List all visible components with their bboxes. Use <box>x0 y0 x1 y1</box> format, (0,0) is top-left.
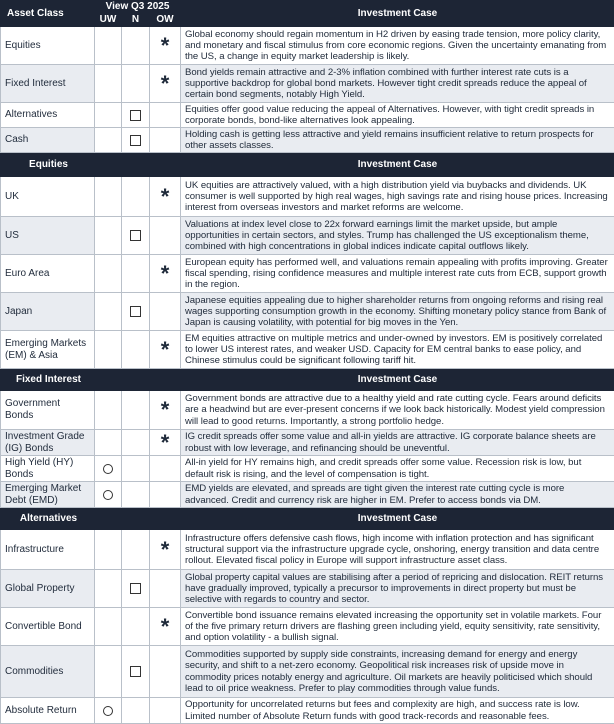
section-title: Equities <box>1 153 95 177</box>
n-cell <box>122 430 150 456</box>
n-cell <box>122 255 150 293</box>
uw-cell <box>95 217 122 255</box>
uw-cell <box>95 530 122 570</box>
uw-cell <box>95 128 122 153</box>
n-cell <box>122 482 150 508</box>
section-title: Alternatives <box>1 508 95 530</box>
table-row <box>1 293 614 331</box>
asset-name: Equities <box>1 27 95 65</box>
ow-cell <box>150 103 181 128</box>
overweight-star-icon: * <box>150 177 181 217</box>
ow-cell <box>150 698 181 724</box>
table-row <box>1 217 614 255</box>
asset-name: Commodities <box>1 646 95 698</box>
investment-case-text: EMD yields are elevated, and spreads are tight given the interest rate cutting cycle is more advanced. Credit and currency risk are higher in EM. Prefer to access bonds via DM. <box>181 482 614 508</box>
investment-case-text: Japanese equities appealing due to higher shareholder returns from ongoing reforms and rising real wages supporting consumption growth in the economy. Shifting monetary policy stance from Bank of Japan is causing volatility, with potential for big moves in the Yen. <box>181 293 614 331</box>
ow-cell <box>150 456 181 482</box>
overweight-star-icon: * <box>150 255 181 293</box>
asset-name: High Yield (HY) Bonds <box>1 456 95 482</box>
section-header-alternatives <box>1 508 614 530</box>
investment-case-text: European equity has performed well, and valuations remain appealing with profits improving. Greater fiscal spending, rising confidence measures and multiple interest rate cuts from ECB, support growth in the region. <box>181 255 614 293</box>
investment-case-text: UK equities are attractively valued, with a high distribution yield via buybacks and dividends. UK consumer is well supported by high real wages, high savings rate and rising house prices. Increasing interest from overseas investors and market reforms are welcome. <box>181 177 614 217</box>
investment-case-text: Global economy should regain momentum in H2 driven by easing trade tension, more policy clarity, and monetary and fiscal stimulus from core economic regions. Given the uncertainty emanating from the US, a change in equity market leadership is likely. <box>181 27 614 65</box>
underweight-circle-icon <box>95 698 122 724</box>
investment-case-text: Bond yields remain attractive and 2-3% inflation combined with further interest rate cuts is a supportive backdrop for global bond markets. However tight credit spreads reduce the appeal of certain bond segments, notably High Yield. <box>181 65 614 103</box>
asset-name: Alternatives <box>1 103 95 128</box>
overweight-star-icon: * <box>150 430 181 456</box>
table-row <box>1 646 614 698</box>
view-q3-2025-header: View Q3 2025 <box>95 1 181 14</box>
uw-cell <box>95 570 122 608</box>
table-row <box>1 103 614 128</box>
table-row <box>1 482 614 508</box>
neutral-square-icon <box>122 103 150 128</box>
investment-case-header: Investment Case <box>181 1 614 27</box>
uw-cell <box>95 391 122 430</box>
investment-case-header: Investment Case <box>181 369 614 391</box>
investment-case-text: IG credit spreads offer some value and all-in yields are attractive. IG corporate balance sheets are robust with low leverage, and refinancing should be uneventful. <box>181 430 614 456</box>
uw-cell <box>95 65 122 103</box>
table-row <box>1 530 614 570</box>
neutral-square-icon <box>122 646 150 698</box>
asset-name: Absolute Return <box>1 698 95 724</box>
neutral-square-icon <box>122 293 150 331</box>
asset-name: Convertible Bond <box>1 608 95 646</box>
uw-cell <box>95 177 122 217</box>
ow-cell <box>150 570 181 608</box>
investment-case-header: Investment Case <box>181 153 614 177</box>
n-cell <box>122 331 150 369</box>
investment-case-text: Convertible bond issuance remains elevated increasing the opportunity set in volatile markets. Four of the five primary return drivers are flashing green including yield, equity sensitivity, rate sensitivity, and option volatility - a bullish signal. <box>181 608 614 646</box>
n-cell <box>122 65 150 103</box>
neutral-square-icon <box>122 217 150 255</box>
n-cell <box>122 391 150 430</box>
uw-header: UW <box>95 14 122 27</box>
asset-name: Emerging Markets (EM) & Asia <box>1 331 95 369</box>
overweight-star-icon: * <box>150 27 181 65</box>
ow-cell <box>150 128 181 153</box>
overweight-star-icon: * <box>150 530 181 570</box>
ow-header: OW <box>150 14 181 27</box>
ow-cell <box>150 482 181 508</box>
asset-name: Infrastructure <box>1 530 95 570</box>
underweight-circle-icon <box>95 456 122 482</box>
asset-name: UK <box>1 177 95 217</box>
table-row <box>1 570 614 608</box>
table-row <box>1 65 614 103</box>
investment-case-text: EM equities attractive on multiple metrics and under-owned by investors. EM is positively correlated to lower US interest rates, and weaker USD. Capacity for EM central banks to ease policy, and Chinese stimulus could be significant following tariff hit. <box>181 331 614 369</box>
ow-cell <box>150 646 181 698</box>
table-row <box>1 331 614 369</box>
n-cell <box>122 456 150 482</box>
overweight-star-icon: * <box>150 65 181 103</box>
investment-case-text: Holding cash is getting less attractive and yield remains insufficient relative to return prospects for other assets classes. <box>181 128 614 153</box>
uw-cell <box>95 27 122 65</box>
asset-name: Investment Grade (IG) Bonds <box>1 430 95 456</box>
investment-case-text: All-in yield for HY remains high, and credit spreads offer some value. Recession risk is low, but default risk is rising, and the level of compensation is tight. <box>181 456 614 482</box>
table-row <box>1 391 614 430</box>
overweight-star-icon: * <box>150 331 181 369</box>
n-cell <box>122 177 150 217</box>
n-cell <box>122 27 150 65</box>
uw-cell <box>95 103 122 128</box>
uw-cell <box>95 293 122 331</box>
investment-case-header: Investment Case <box>181 508 614 530</box>
overweight-star-icon: * <box>150 608 181 646</box>
overweight-star-icon: * <box>150 391 181 430</box>
asset-name: Emerging Market Debt (EMD) <box>1 482 95 508</box>
asset-name: Fixed Interest <box>1 65 95 103</box>
table-row <box>1 128 614 153</box>
table-row <box>1 608 614 646</box>
section-header-asset-class <box>1 1 614 14</box>
neutral-square-icon <box>122 570 150 608</box>
investment-case-text: Commodities supported by supply side constraints, increasing demand for energy and energy security, and shift to a net-zero economy. Geopolitical risk increases risk of upside move in commodity prices notably energy and agriculture. Oil markets are heavily politicised which should lead to oil price weakness. Prefer to play commodities through value funds. <box>181 646 614 698</box>
table-row <box>1 430 614 456</box>
section-title: Fixed Interest <box>1 369 95 391</box>
uw-cell <box>95 331 122 369</box>
n-cell <box>122 530 150 570</box>
uw-cell <box>95 646 122 698</box>
uw-cell <box>95 608 122 646</box>
uw-cell <box>95 255 122 293</box>
table-row <box>1 698 614 724</box>
section-header-equities <box>1 153 614 177</box>
table-row <box>1 255 614 293</box>
investment-case-text: Equities offer good value reducing the appeal of Alternatives. However, with tight credit spreads in corporate bonds, bond-like alternatives look appealing. <box>181 103 614 128</box>
n-cell <box>122 608 150 646</box>
investment-case-text: Government bonds are attractive due to a healthy yield and rate cutting cycle. Fears around deficits are a headwind but are ever-present concerns if we look back historically. Modest yield compression will lead to good returns. Importantly, a strong portfolio hedge. <box>181 391 614 430</box>
investment-case-text: Global property capital values are stabilising after a period of repricing and dislocation. REIT returns have gradually improved, typically a precursor to improvements in direct property but must be selective with regards to country and sector. <box>181 570 614 608</box>
table-row <box>1 27 614 65</box>
table-row <box>1 177 614 217</box>
underweight-circle-icon <box>95 482 122 508</box>
asset-name: Euro Area <box>1 255 95 293</box>
asset-name: Cash <box>1 128 95 153</box>
asset-class-header: Asset Class <box>1 1 95 27</box>
uw-cell <box>95 430 122 456</box>
asset-name: Government Bonds <box>1 391 95 430</box>
n-cell <box>122 698 150 724</box>
section-header-fixed-interest <box>1 369 614 391</box>
investment-case-text: Opportunity for uncorrelated returns but fees and complexity are high, and success rate is low. Limited number of Absolute Return funds with good track-records and reasonable fees. <box>181 698 614 724</box>
ow-cell <box>150 217 181 255</box>
n-header: N <box>122 14 150 27</box>
investment-case-text: Infrastructure offers defensive cash flows, high income with inflation protection and has significant structural support via the infrastructure upgrade cycle, onshoring, energy transition and data centre rollout. Elevated fiscal policy in Europe will support infrastructure asset class. <box>181 530 614 570</box>
asset-name: Japan <box>1 293 95 331</box>
table-row <box>1 456 614 482</box>
investment-case-text: Valuations at index level close to 22x forward earnings limit the market upside, but ample opportunities in certain sectors, and styles. Trump has challenged the US exceptionalism theme, combined with high concentrations in global indices indicate capital outflows likely. <box>181 217 614 255</box>
asset-name: US <box>1 217 95 255</box>
ow-cell <box>150 293 181 331</box>
neutral-square-icon <box>122 128 150 153</box>
asset-name: Global Property <box>1 570 95 608</box>
